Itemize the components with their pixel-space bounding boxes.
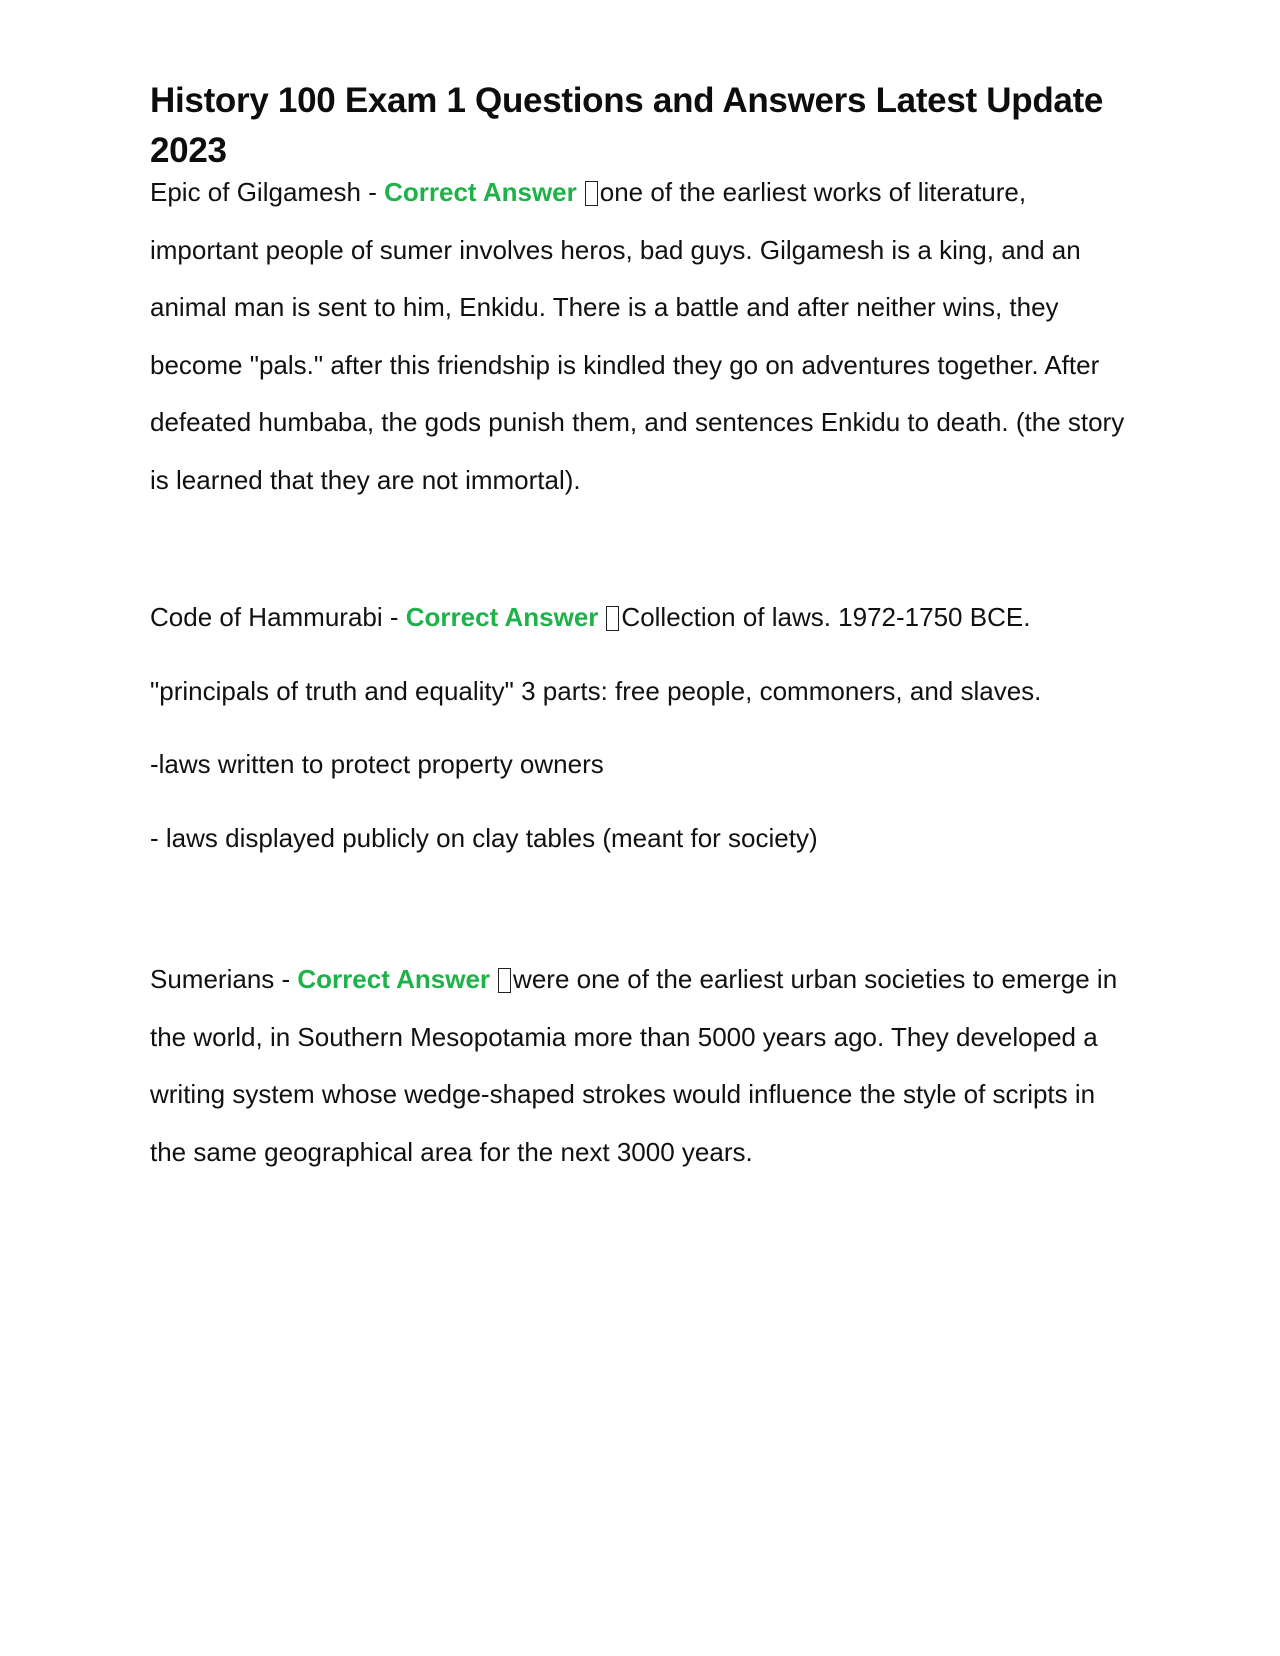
missing-glyph-box-icon — [585, 181, 598, 206]
qa-paragraph — [150, 164, 1130, 509]
document-page — [150, 76, 1130, 1181]
answer-text: were one of the earliest urban societies to emerge in the world, in Southern Mesopotamia more than 5000 years ago. They developed a writing system whose wedge-shaped strokes would influence the style of scripts in the same geographical area for the next 3000 years. — [150, 964, 1118, 1167]
question-term: Sumerians - — [150, 964, 298, 994]
answer-text: Collection of laws. 1972-1750 BCE. — [621, 602, 1031, 632]
missing-glyph-box-icon — [606, 606, 619, 631]
qa-paragraph — [150, 589, 1130, 647]
answer-detail-line: -laws written to protect property owners — [150, 749, 604, 779]
qa-entry-gilgamesh — [150, 164, 1130, 509]
qa-paragraph — [150, 951, 1130, 1181]
correct-answer-label: Correct Answer — [384, 177, 577, 207]
answer-detail-line: "principals of truth and equality" 3 parts: free people, commoners, and slaves. — [150, 675, 1042, 706]
answer-detail-line: - laws displayed publicly on clay tables (meant for society) — [150, 822, 818, 853]
qa-entry-sumerians — [150, 951, 1130, 1181]
correct-answer-label: Correct Answer — [405, 602, 599, 632]
answer-text: one of the earliest works of literature, important people of sumer involves heros, bad guys. Gilgamesh is a king, and an animal man is sent to him, Enkidu. There is a battle and after neither wins, they become "pals." after this friendship is kindled they go on adventures together. After defeated humbaba, the gods punish them, and sentences Enkidu to death. (the story is learned that they are not immortal). — [150, 177, 1125, 495]
question-term: Code of Hammurabi - — [150, 602, 406, 632]
qa-entry-hammurabi — [150, 589, 1130, 867]
correct-answer-label: Correct Answer — [297, 964, 491, 994]
missing-glyph-box-icon — [498, 968, 511, 993]
question-term: Epic of Gilgamesh - — [150, 177, 385, 207]
document-title: History 100 Exam 1 Questions and Answers Latest Update 2023 — [150, 81, 1104, 170]
